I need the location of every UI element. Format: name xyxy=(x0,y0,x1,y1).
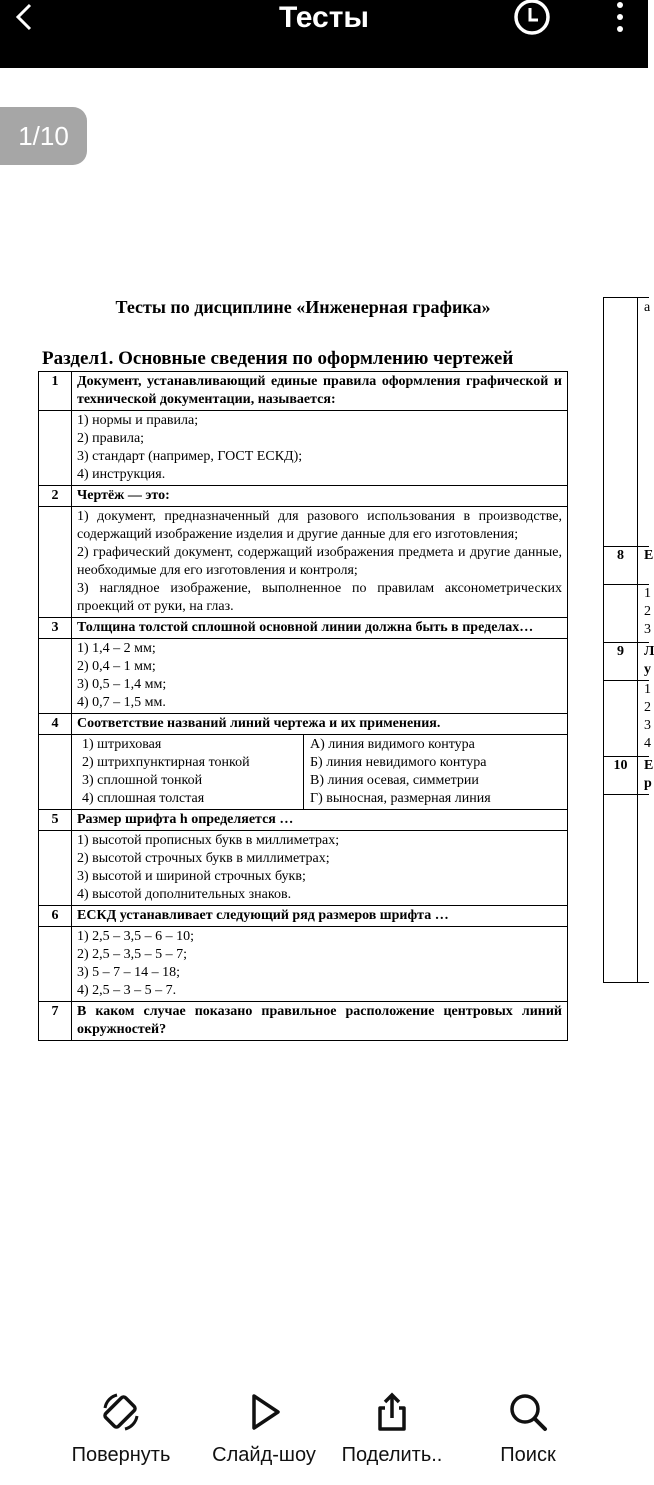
question-text: Размер шрифта h определяется … xyxy=(72,810,568,831)
matching-table xyxy=(77,735,562,809)
option: 2) 2,5 – 3,5 – 5 – 7; xyxy=(77,947,188,962)
page-title: Тесты xyxy=(278,1,370,34)
option: 4) высотой дополнительных знаков. xyxy=(77,887,292,902)
share-button[interactable] xyxy=(332,1390,452,1467)
options-row xyxy=(39,927,568,1002)
question-text: Документ, устанавливающий единые правила оформления графической и технической документации, называется: xyxy=(72,372,568,411)
next-page-preview[interactable] xyxy=(603,297,654,983)
option: В) линия осевая, симметрии xyxy=(310,773,479,788)
options-cell xyxy=(72,639,568,714)
question-text: Соответствие названий линий чертежа и их применения. xyxy=(72,714,568,735)
play-icon xyxy=(242,1390,286,1434)
question-row xyxy=(39,810,568,831)
text-fragment: Е xyxy=(644,758,654,773)
question-row xyxy=(39,1002,568,1041)
rotate-icon xyxy=(99,1390,143,1434)
option: 1) документ, предназначенный для разового использования в производстве, содержащий изображение изделия и другие данные для его изготовления; xyxy=(77,509,562,542)
question-row xyxy=(39,714,568,735)
option: 2) высотой строчных букв в миллиметрах; xyxy=(77,851,330,866)
question-row xyxy=(39,486,568,507)
text-fragment: Л xyxy=(644,644,654,659)
text-fragment: 2 xyxy=(644,604,651,619)
option: 2) правила; xyxy=(77,431,145,446)
question-number: 4 xyxy=(39,714,72,735)
question-text: В каком случае показано правильное расположение центровых линий окружностей? xyxy=(72,1002,568,1041)
question-number: 9 xyxy=(617,644,624,659)
options-cell xyxy=(72,411,568,486)
question-number: 10 xyxy=(613,758,628,773)
options-row xyxy=(39,831,568,906)
option: 1) 1,4 – 2 мм; xyxy=(77,641,156,656)
document-page xyxy=(38,295,568,1041)
rotate-label: Повернуть xyxy=(71,1444,171,1466)
option: 1) высотой прописных букв в миллиметрах; xyxy=(77,833,340,848)
question-row xyxy=(39,906,568,927)
text-fragment: 1 xyxy=(644,682,651,697)
text-fragment: 2 xyxy=(644,700,651,715)
option: 3) 5 – 7 – 14 – 18; xyxy=(77,965,181,980)
text-fragment: р xyxy=(644,776,652,791)
clock-icon[interactable] xyxy=(512,0,552,36)
top-app-bar xyxy=(0,0,648,68)
option: 1) нормы и правила; xyxy=(77,413,199,428)
option: А) линия видимого контура xyxy=(310,737,475,752)
question-number: 6 xyxy=(39,906,72,927)
text-fragment: 1 xyxy=(644,586,651,601)
more-vertical-icon[interactable] xyxy=(610,0,630,36)
question-number: 7 xyxy=(39,1002,72,1041)
share-label: Поделить.. xyxy=(341,1444,443,1466)
option: 3) высотой и шириной строчных букв; xyxy=(77,869,306,884)
question-text: Чертёж — это: xyxy=(72,486,568,507)
document-title: Тесты по дисциплине «Инженерная графика» xyxy=(115,297,491,317)
text-fragment: а xyxy=(644,300,651,315)
text-fragment: 4 xyxy=(644,736,651,751)
matching-cell xyxy=(72,735,568,810)
question-row xyxy=(39,372,568,411)
text-fragment: у xyxy=(644,662,651,677)
option: 4) 0,7 – 1,5 мм. xyxy=(77,695,166,710)
text-fragment: 3 xyxy=(644,718,651,733)
questions-table xyxy=(38,371,568,1041)
slideshow-label: Слайд-шоу xyxy=(212,1444,316,1466)
option: 4) инструкция. xyxy=(77,467,166,482)
option: 4) 2,5 – 3 – 5 – 7. xyxy=(77,983,177,998)
slideshow-button[interactable] xyxy=(204,1390,324,1467)
option: 1) штриховая xyxy=(82,737,162,752)
text-fragment: 3 xyxy=(644,622,651,637)
option: 2) штрихпунктирная тонкой xyxy=(82,755,250,770)
section-heading: Раздел1. Основные сведения по оформлению чертежей xyxy=(42,348,514,369)
question-number: 8 xyxy=(617,548,624,563)
options-row xyxy=(39,507,568,618)
options-row xyxy=(39,411,568,486)
options-cell xyxy=(72,831,568,906)
option: 3) наглядное изображение, выполненное по правилам аксонометрических проекций от руки, на глаз. xyxy=(77,581,562,614)
bottom-action-bar xyxy=(0,1390,648,1485)
option: 3) сплошной тонкой xyxy=(82,773,203,788)
option: Г) выносная, размерная линия xyxy=(310,791,491,806)
search-button[interactable] xyxy=(468,1390,588,1467)
page-counter-badge: 1/10 xyxy=(0,107,87,165)
matching-left xyxy=(77,735,304,809)
question-number: 5 xyxy=(39,810,72,831)
options-cell xyxy=(72,927,568,1002)
options-row xyxy=(39,735,568,810)
option: 2) графический документ, содержащий изображения предмета и другие данные, необходимые для его изготовления и контроля; xyxy=(77,545,562,578)
share-icon xyxy=(370,1390,414,1434)
option: 3) 0,5 – 1,4 мм; xyxy=(77,677,167,692)
text-fragment: Е xyxy=(644,548,654,563)
question-text: Толщина толстой сплошной основной линии должна быть в пределах… xyxy=(72,618,568,639)
options-row xyxy=(39,639,568,714)
rotate-button[interactable] xyxy=(61,1390,181,1467)
search-icon xyxy=(506,1390,550,1434)
option: 3) стандарт (например, ГОСТ ЕСКД); xyxy=(77,449,303,464)
question-row xyxy=(39,618,568,639)
option: 2) 0,4 – 1 мм; xyxy=(77,659,156,674)
question-number: 2 xyxy=(39,486,72,507)
question-text: ЕСКД устанавливает следующий ряд размеров шрифта … xyxy=(72,906,568,927)
question-number: 3 xyxy=(39,618,72,639)
search-label: Поиск xyxy=(500,1444,556,1466)
option: Б) линия невидимого контура xyxy=(310,755,487,770)
options-cell xyxy=(72,507,568,618)
option: 4) сплошная толстая xyxy=(82,791,205,806)
matching-right xyxy=(304,735,563,809)
option: 1) 2,5 – 3,5 – 6 – 10; xyxy=(77,929,195,944)
question-number: 1 xyxy=(39,372,72,411)
